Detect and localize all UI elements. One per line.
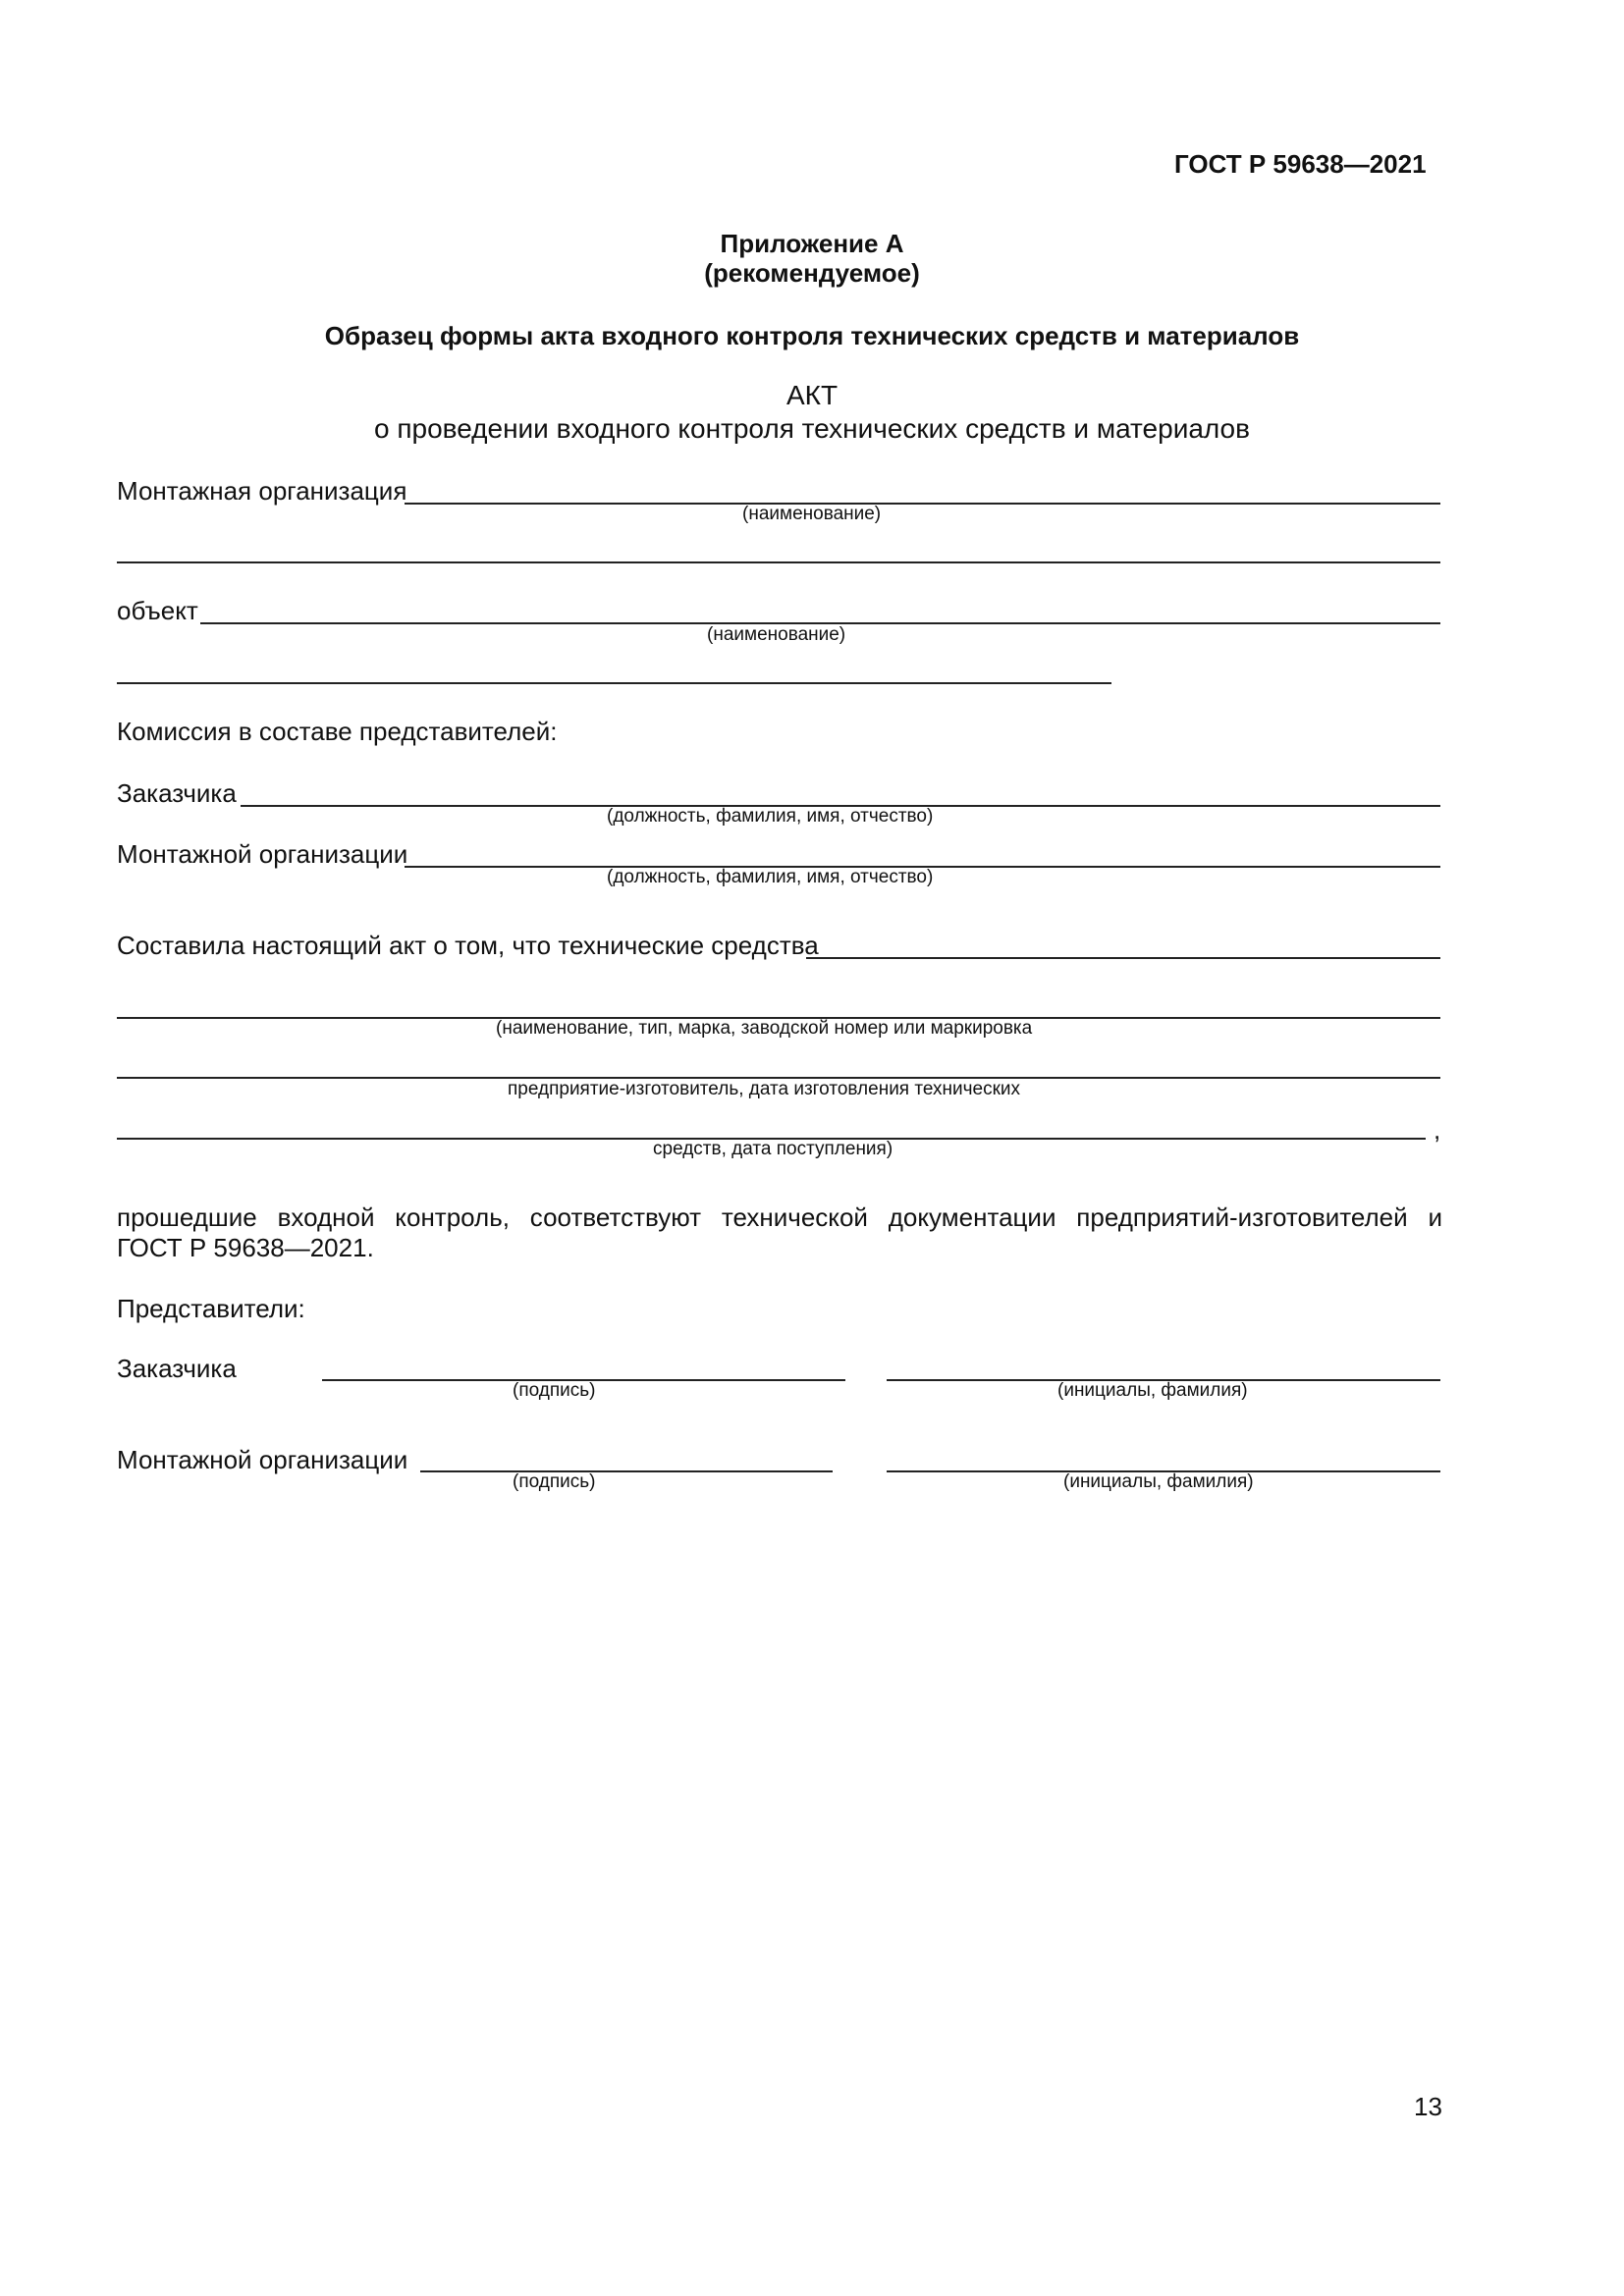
installer-person-hint: (должность, фамилия, имя, отчество)	[607, 867, 934, 887]
annex-heading: Образец формы акта входного контроля технических средств и материалов	[324, 321, 1300, 350]
act-subtitle: о проведении входного контроля технических средств и материалов	[373, 413, 1251, 444]
sign-installer-label: Монтажной организации	[117, 1445, 408, 1474]
commission-label: Комиссия в составе представителей:	[117, 717, 558, 746]
act-title: АКТ	[785, 380, 839, 410]
customer-person-hint: (должность, фамилия, имя, отчество)	[607, 806, 934, 827]
org-field[interactable]	[405, 503, 1440, 505]
annex-title: Приложение А	[720, 229, 904, 258]
org-label: Монтажная организация	[117, 476, 407, 506]
conclusion-line-2: ГОСТ Р 59638—2021.	[117, 1233, 374, 1262]
installer-initials-hint: (инициалы, фамилия)	[1063, 1471, 1254, 1492]
equipment-hint-1: (наименование, тип, марка, заводской номер или маркировка	[496, 1018, 1033, 1039]
installer-signature-hint: (подпись)	[513, 1471, 596, 1492]
installer-signature-field[interactable]	[420, 1470, 833, 1472]
object-label: объект	[117, 596, 198, 625]
commission-customer-label: Заказчика	[117, 778, 237, 808]
page-number: 13	[1414, 2092, 1442, 2121]
annex-status: (рекомендуемое)	[704, 258, 920, 288]
org-name-hint: (наименование)	[742, 504, 882, 524]
equipment-hint-3: средств, дата поступления)	[653, 1139, 893, 1159]
commission-installer-label: Монтажной организации	[117, 839, 408, 869]
equipment-hint-2: предприятие-изготовитель, дата изготовления технических	[508, 1079, 1021, 1099]
trailing-comma: ,	[1434, 1115, 1441, 1145]
statement-label: Составила настоящий акт о том, что технические средства	[117, 931, 819, 960]
object-name-hint: (наименование)	[707, 624, 846, 645]
conclusion-line-1: прошедшие входной контроль, соответствуют технической документации предприятий-изготовителей и	[117, 1202, 1442, 1232]
reps-label: Представители:	[117, 1294, 305, 1323]
customer-initials-hint: (инициалы, фамилия)	[1057, 1380, 1248, 1401]
org-field-continuation[interactable]	[117, 561, 1440, 563]
object-field-continuation[interactable]	[117, 682, 1111, 684]
customer-signature-hint: (подпись)	[513, 1380, 596, 1401]
statement-field[interactable]	[806, 957, 1440, 959]
doc-code: ГОСТ Р 59638—2021	[1174, 149, 1427, 179]
sign-customer-label: Заказчика	[117, 1354, 237, 1383]
